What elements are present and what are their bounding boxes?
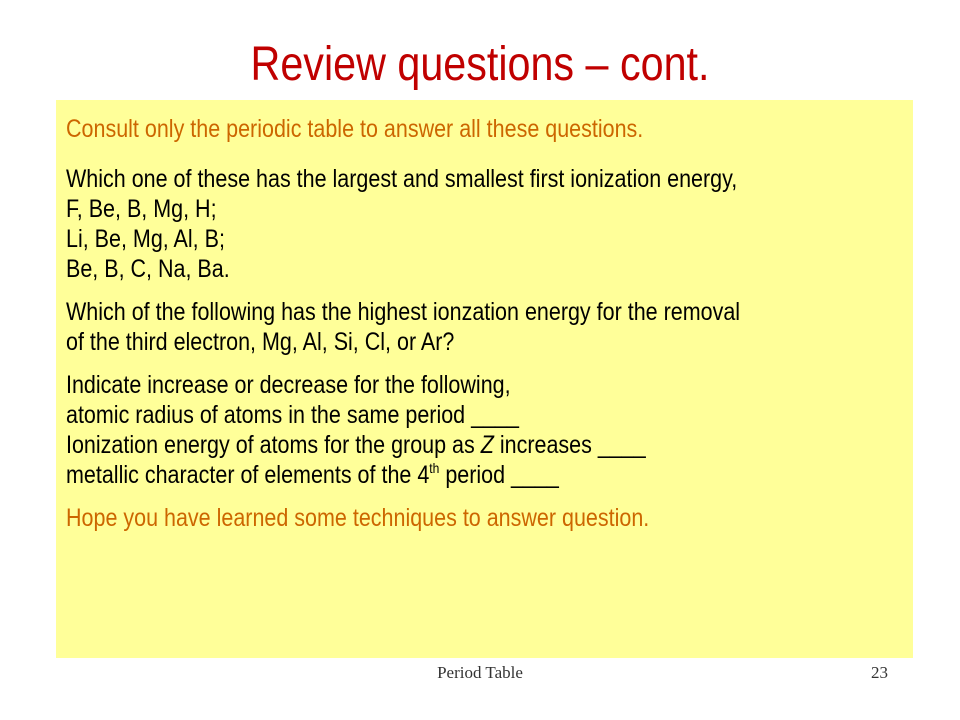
question-3-item: atomic radius of atoms in the same period ____ — [66, 401, 519, 429]
item-text: Ionization energy of atoms for the group as — [66, 431, 481, 459]
item-text: metallic character of elements of the 4 — [66, 461, 430, 489]
slide-title: Review questions – cont. — [250, 38, 710, 91]
question-3-item — [66, 460, 926, 490]
ordinal-suffix: th — [429, 460, 440, 476]
question-1-set: Li, Be, Mg, Al, B; — [66, 225, 225, 253]
item-text: period ____ — [439, 461, 559, 489]
question-3-item — [66, 430, 926, 460]
variable-z: Z — [480, 431, 494, 459]
question-2-line: of the third electron, Mg, Al, Si, Cl, or Ar? — [66, 328, 455, 356]
slide-content — [66, 114, 926, 533]
question-1-stem: Which one of these has the largest and smallest first ionization energy, — [66, 165, 738, 193]
question-1-set: F, Be, B, Mg, H; — [66, 195, 217, 223]
intro-text: Consult only the periodic table to answer all these questions. — [66, 115, 644, 143]
question-2-line: Which of the following has the highest ionzation energy for the removal — [66, 298, 741, 326]
question-3-stem: Indicate increase or decrease for the following, — [66, 371, 511, 399]
question-1-set: Be, B, C, Na, Ba. — [66, 255, 230, 283]
item-text: increases ____ — [493, 431, 646, 459]
footer-title: Period Table — [437, 663, 523, 682]
closing-text: Hope you have learned some techniques to answer question. — [66, 504, 650, 532]
page-number: 23 — [871, 663, 888, 682]
